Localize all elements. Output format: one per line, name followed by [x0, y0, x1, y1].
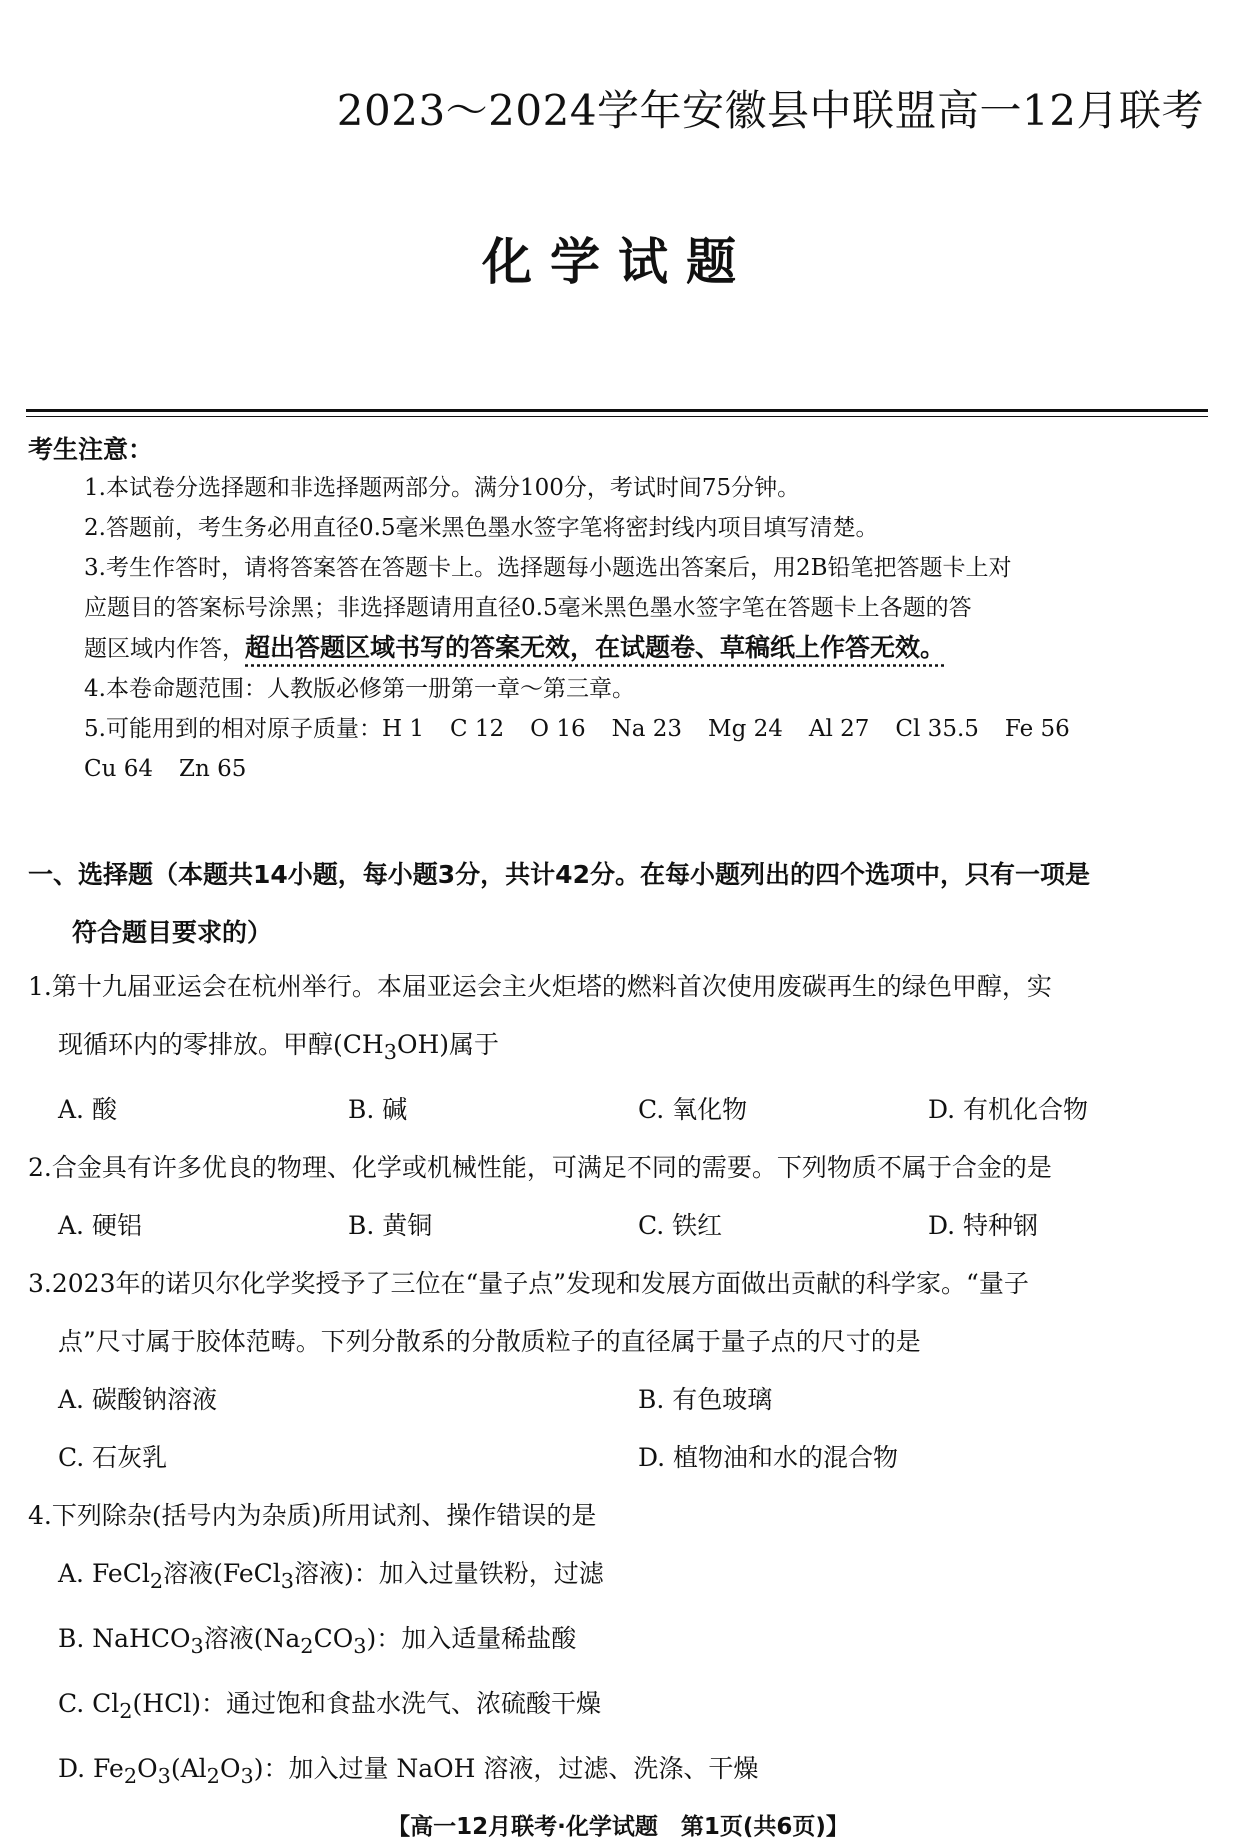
section-heading-line-1: 一、选择题（本题共14小题，每小题3分，共计42分。在每小题列出的四个选项中，只有一项是: [28, 860, 1090, 889]
atomic-mass-fe: Fe 56: [1004, 716, 1070, 742]
question-4: 4.下列除杂(括号内为杂质)所用试剂、操作错误的是: [28, 1501, 597, 1530]
subject-title: 化学试题: [482, 233, 754, 291]
notice-item-3: [84, 548, 1206, 669]
atomic-mass-prefix: 5.可能用到的相对原子质量：: [84, 716, 382, 742]
notice-item-5: [84, 709, 1206, 749]
question-list: [28, 958, 1210, 1805]
question-4-option-d: D. $Fe_2O_3(Al_2O_3)$：加入过量 NaOH 溶液，过滤、洗涤、干燥: [58, 1754, 759, 1788]
question-3-option-a: A. 碳酸钠溶液: [58, 1385, 217, 1414]
atomic-mass-al: Al 27: [808, 716, 870, 742]
notice-item-4: 4.本卷命题范围：人教版必修第一册第一章～第三章。: [84, 676, 635, 702]
notice-item-3-line-3: [84, 628, 1206, 669]
question-1-option-a: A. 酸: [58, 1095, 117, 1124]
header-rule-thin: [26, 416, 1208, 417]
notice-emphasis: 超出答题区域书写的答案无效，在试题卷、草稿纸上作答无效。: [245, 633, 946, 662]
question-1-text-a: 现循环内的零排放。甲醇(CH: [58, 1030, 384, 1059]
exam-title: 2023～2024学年安徽县中联盟高一12月联考: [336, 86, 1204, 135]
question-1-text-b: OH)属于: [396, 1030, 500, 1059]
atomic-mass-cl: Cl 35.5: [895, 716, 979, 742]
notice-item-3-line-2: 应题目的答案标号涂黑；非选择题请用直径0.5毫米黑色墨水签字笔在答题卡上各题的答: [84, 595, 972, 621]
question-1-options: [28, 1081, 1210, 1139]
question-1-line-2: [28, 1016, 1210, 1081]
question-2-options: [28, 1197, 1210, 1255]
atomic-mass-h: H 1: [381, 716, 424, 742]
question-1-option-b: B. 碱: [348, 1095, 408, 1124]
section-heading: [28, 846, 1210, 962]
question-2-option-a: A. 硬铝: [58, 1211, 142, 1240]
question-3-option-c: C. 石灰乳: [58, 1443, 168, 1472]
question-1-option-c: C. 氧化物: [638, 1095, 748, 1124]
atomic-mass-mg: Mg 24: [708, 716, 783, 742]
question-2-option-c: C. 铁红: [638, 1211, 723, 1240]
section-heading-line-2: 符合题目要求的）: [72, 918, 273, 947]
notice-item-2: 2.答题前，考生务必用直径0.5毫米黑色墨水签字笔将密封线内项目填写清楚。: [84, 515, 879, 541]
atomic-mass-na: Na 23: [611, 716, 683, 742]
question-4-option-b: B. NaHCO$_3$溶液$(Na_2CO_3)$：加入适量稀盐酸: [58, 1624, 577, 1658]
question-3-option-d: D. 植物油和水的混合物: [638, 1443, 899, 1472]
question-1-option-d: D. 有机化合物: [928, 1095, 1089, 1124]
atomic-mass-cu: Cu 64: [84, 756, 153, 782]
question-1: [28, 958, 1210, 1081]
question-3-line-2: 点”尺寸属于胶体范畴。下列分散系的分散质粒子的直径属于量子点的尺寸的是: [58, 1327, 921, 1356]
question-4-option-c: C. $Cl_2(HCl)$：通过饱和食盐水洗气、浓硫酸干燥: [58, 1689, 601, 1723]
question-1-subscript: 3: [383, 1040, 397, 1064]
question-3-line-1: 3.2023年的诺贝尔化学奖授予了三位在“量子点”发现和发展方面做出贡献的科学家。“量子: [28, 1269, 1029, 1298]
question-2-option-b: B. 黄铜: [348, 1211, 433, 1240]
page-footer: 【高一12月联考·化学试题 第1页(共6页)】: [387, 1814, 849, 1840]
question-3: [28, 1255, 1210, 1371]
atomic-mass-zn: Zn 65: [179, 756, 247, 782]
notice-item-3-text: 题区域内作答，: [84, 636, 245, 662]
question-2: 2.合金具有许多优良的物理、化学或机械性能，可满足不同的需要。下列物质不属于合金的是: [28, 1153, 1052, 1182]
atomic-mass-c: C 12: [449, 716, 505, 742]
question-3-option-b: B. 有色玻璃: [638, 1385, 773, 1414]
notice-item-5-cont: [84, 749, 1206, 789]
question-3-options-row-1: [28, 1371, 1210, 1429]
notice-list: [84, 468, 1206, 789]
question-4-option-a: A. FeCl$_2$溶液(FeCl$_3$溶液)：加入过量铁粉，过滤: [58, 1559, 604, 1593]
header-rule-thick: [26, 409, 1208, 412]
question-3-options-row-2: [28, 1429, 1210, 1487]
question-2-option-d: D. 特种钢: [928, 1211, 1039, 1240]
notice-heading: 考生注意：: [28, 435, 154, 464]
atomic-mass-o: O 16: [530, 716, 586, 742]
question-1-line-1: 1.第十九届亚运会在杭州举行。本届亚运会主火炬塔的燃料首次使用废碳再生的绿色甲醇，实: [28, 972, 1052, 1001]
notice-item-3-line-1: 3.考生作答时，请将答案答在答题卡上。选择题每小题选出答案后，用2B铅笔把答题卡上对: [84, 555, 1012, 581]
notice-item-1: 1.本试卷分选择题和非选择题两部分。满分100分，考试时间75分钟。: [84, 475, 801, 501]
